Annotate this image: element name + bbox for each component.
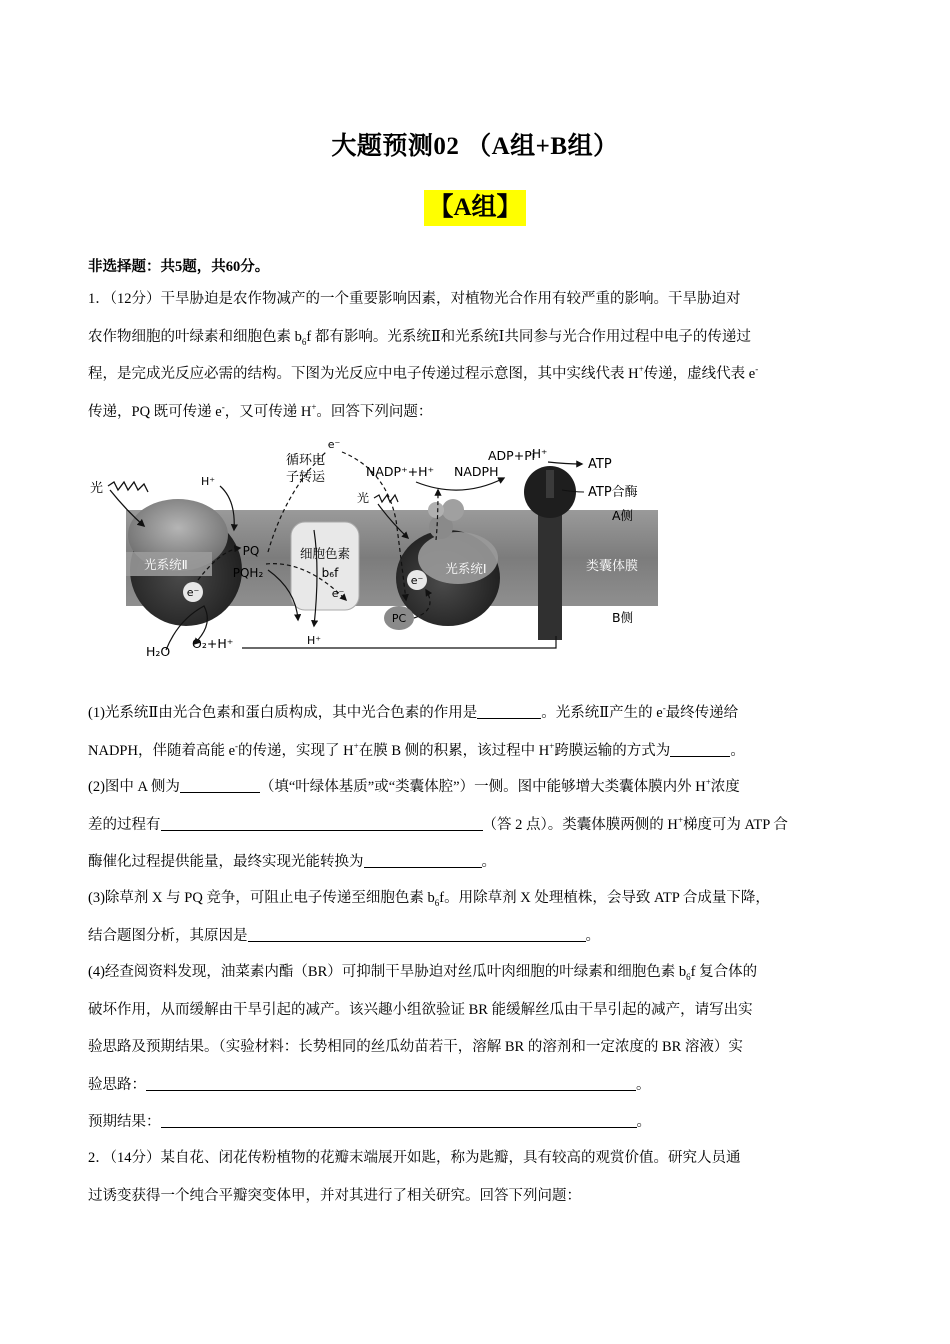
p1-line: (1)光系统Ⅱ由光合色素和蛋白质构成，其中光合色素的作用是 。光系统Ⅱ产生的 e-最终传递给: [88, 703, 739, 721]
answer-blank[interactable]: [180, 778, 260, 794]
pc-label: PC: [391, 612, 407, 625]
q2-line: 过诱变获得一个纯合平瓣突变体甲，并对其进行了相关研究。回答下列问题：: [88, 1187, 581, 1204]
answer-blank[interactable]: [161, 1113, 637, 1129]
h2o-label: H₂O: [146, 644, 171, 659]
cyt-label-1: 细胞色素: [299, 546, 351, 561]
q1-line: 程，是完成光反应必需的结构。下图为光反应中电子传递过程示意图，其中实线代表 H+传递，虚线代表 e-: [88, 364, 759, 382]
p4-line: 预期结果： 。: [88, 1114, 651, 1130]
side-a-label: A侧: [612, 508, 634, 523]
answer-blank[interactable]: [670, 741, 730, 757]
q1-line: 1．（12分）干旱胁迫是农作物减产的一个重要影响因素，对植物光合作用有较严重的影响。干旱胁迫对: [88, 291, 741, 307]
e-label: e⁻: [327, 438, 341, 451]
answer-blank[interactable]: [146, 1075, 636, 1091]
ps1-label: 光系统Ⅰ: [445, 561, 487, 576]
adp-label: ADP+Pi: [488, 448, 535, 463]
question-1-stem: [88, 281, 860, 431]
electron-transport-diagram: [86, 430, 672, 666]
cyclic-label-2: 子转运: [286, 470, 326, 485]
question-1-part-4: [88, 954, 860, 1142]
q1-line: 传递，PQ 既可传递 e-，又可传递 H+。回答下列问题：: [88, 401, 433, 420]
p4-line: 验思路及预期结果。（实验材料：长势相同的丝瓜幼苗若干，溶解 BR 的溶剂和一定浓度的 BR 溶液）实: [88, 1039, 743, 1055]
p4-line: 验思路： 。: [88, 1076, 651, 1093]
atp-synthase-label: ATP合酶: [588, 485, 638, 500]
ps2-label: 光系统Ⅱ: [144, 557, 188, 572]
p4-line: (4)经查阅资料发现，油菜素内酯（BR）可抑制干旱胁迫对丝瓜叶肉细胞的叶绿素和细胞色素 $b_6f$ 复合体的: [88, 964, 758, 982]
light-label: 光: [90, 481, 104, 496]
cyclic-label-1: 循环电: [286, 453, 326, 468]
p2-line: (2)图中 A 侧为 （填“叶绿体基质”或“类囊体腔”）一侧。图中能够增大类囊体膜内外 H+浓度: [88, 777, 740, 795]
answer-blank[interactable]: [364, 853, 482, 869]
h-plus-label: H⁺: [306, 634, 322, 647]
question-1-part-3: [88, 880, 860, 955]
q1-line: 农作物细胞的叶绿素和细胞色素 $b_6f$ 都有影响。光系统Ⅱ和光系统Ⅰ共同参与光合作用过程中电子的传递过: [88, 328, 751, 347]
h-plus-label: H⁺: [532, 447, 548, 461]
group-label: 【A组】: [424, 190, 525, 226]
pqh2-label: PQH₂: [232, 566, 264, 580]
question-2-stem: [88, 1140, 860, 1215]
p2-line: 差的过程有 （答 2 点）。类囊体膜两侧的 H+梯度可为 ATP 合: [88, 814, 788, 833]
q2-line: 2．（14分）某自花、闭花传粉植物的花瓣末端展开如匙，称为匙瓣，具有较高的观赏价值。研究人员通: [88, 1150, 741, 1166]
question-1-part-2: [88, 769, 860, 882]
e-label: e⁻: [410, 574, 424, 587]
cyt-label-2: b₆f: [321, 566, 339, 580]
thylakoid-label: 类囊体膜: [586, 559, 639, 574]
p1-line: NADPH，伴随着高能 e-的传递，实现了 H+在膜 B 侧的积累，该过程中 H+跨膜运输的方式为 。: [88, 740, 745, 759]
answer-blank[interactable]: [477, 704, 541, 720]
page-title: 大题预测02 （A组+B组）: [331, 133, 619, 160]
answer-blank[interactable]: [248, 926, 586, 942]
question-1-part-1: [88, 695, 860, 770]
atp-label: ATP: [588, 457, 612, 472]
pq-label: PQ: [242, 544, 260, 558]
p4-line: 破坏作用，从而缓解由干旱引起的减产。该兴趣小组欲验证 BR 能缓解丝瓜由干旱引起的减产，请写出实: [88, 1001, 753, 1018]
answer-blank[interactable]: [161, 815, 483, 831]
p3-line: 结合题图分析，其原因是 。: [88, 927, 600, 944]
nadph-label: NADPH: [454, 464, 499, 479]
section-intro: 非选择题：共5题，共60分。: [88, 259, 270, 275]
e-label: e⁻: [186, 586, 200, 599]
light-label: 光: [357, 491, 370, 505]
side-b-label: B侧: [612, 610, 634, 625]
p3-line: (3)除草剂 X 与 PQ 竞争，可阻止电子传递至细胞色素 $b_6f$。用除草剂 X 处理植株，会导致 ATP 合成量下降，: [88, 890, 770, 908]
o2-h-label: O₂+H⁺: [192, 636, 234, 651]
nadp-label: NADP⁺+H⁺: [366, 464, 435, 479]
e-label: e⁻: [331, 587, 345, 600]
h-plus-label: H⁺: [200, 475, 216, 488]
p2-line: 酶催化过程提供能量，最终实现光能转换为 。: [88, 854, 496, 870]
